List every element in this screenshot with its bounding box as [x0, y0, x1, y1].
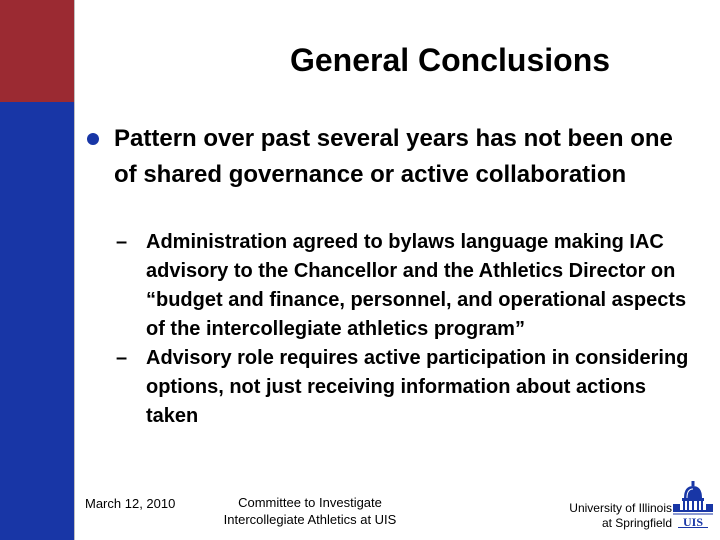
sub-bullet-1 — [116, 228, 696, 344]
main-bullet-text: Pattern over past several years has not been one of shared governance or active collaboration — [114, 125, 673, 188]
dash-icon: – — [116, 231, 128, 253]
left-band-blue — [0, 102, 74, 540]
main-bullet — [86, 121, 686, 193]
sub-bullet-2-text: Advisory role requires active participation in considering options, not just receiving information about actions taken — [146, 347, 689, 427]
footer-university-line1: University of Illinois — [569, 501, 672, 515]
left-band-red — [0, 0, 74, 102]
footer-committee-line1: Committee to Investigate — [238, 495, 382, 510]
slide-title: General Conclusions — [289, 42, 611, 78]
footer-committee-line2: Intercollegiate Athletics at UIS — [223, 512, 397, 527]
logo-uis-text: UIS — [682, 515, 704, 528]
footer-university — [522, 501, 672, 531]
footer-date: March 12, 2010 — [85, 496, 176, 511]
footer-university-line2: at Springfield — [601, 516, 672, 530]
sub-bullet-1-text: Administration agreed to bylaws language making IAC advisory to the Chancellor and the Athletics Director on “budget and finance, personnel, and operational aspects of the intercollegiate athletics program” — [146, 231, 687, 340]
sub-bullet-list — [116, 228, 696, 431]
dash-icon: – — [116, 347, 128, 369]
sub-bullet-2 — [116, 344, 696, 431]
uis-capitol-logo-icon — [672, 480, 714, 528]
bullet-dot-icon — [87, 133, 99, 145]
left-band-divider — [74, 0, 75, 540]
footer-committee — [200, 494, 420, 528]
